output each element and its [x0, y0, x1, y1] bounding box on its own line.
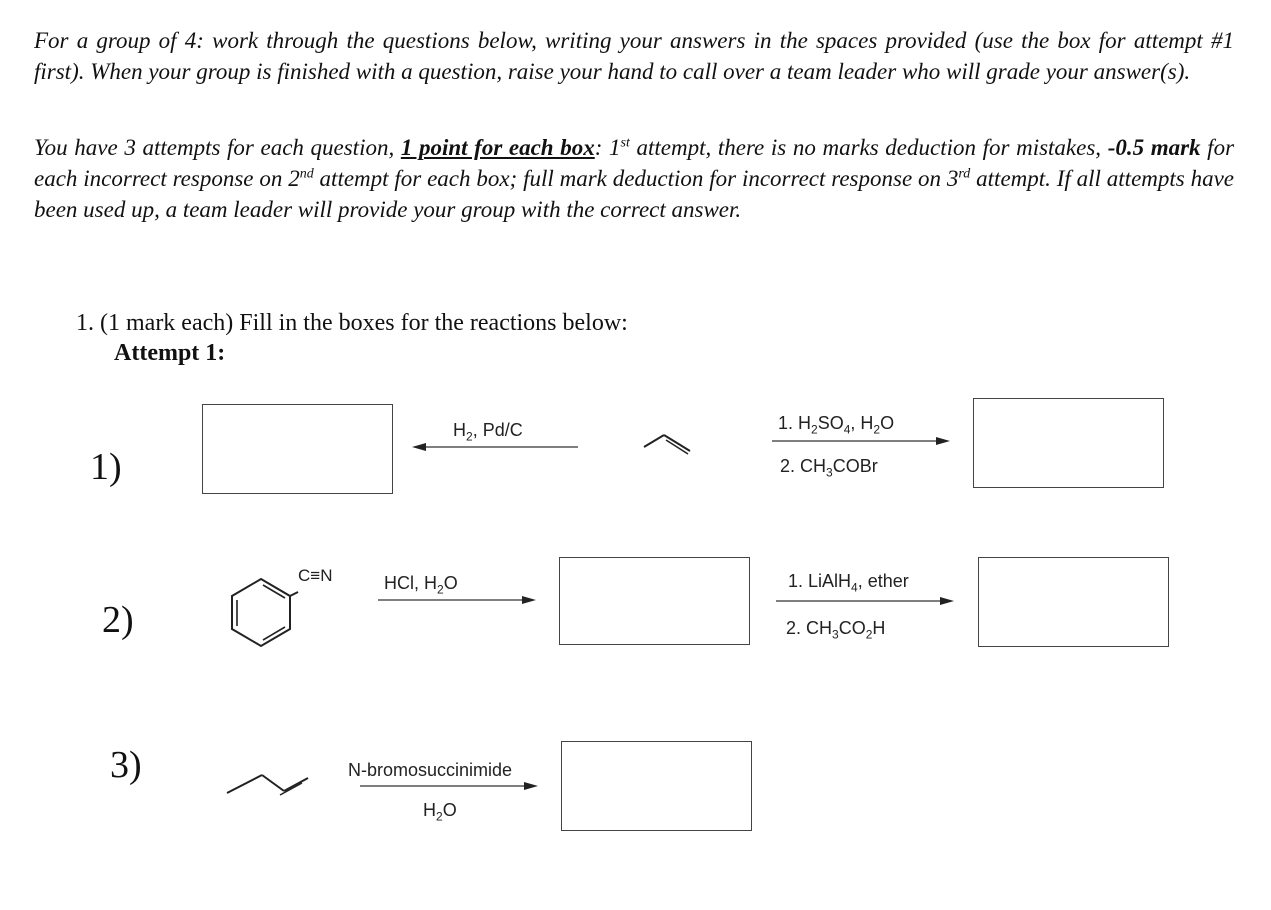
reaction-3-answer-box[interactable]	[561, 741, 752, 831]
instructions-text-2h: attempt. If all attempts have been used up, a team leader will provide your group with the correct answer.	[34, 166, 1234, 222]
propene-molecule-1	[640, 420, 700, 460]
reaction-2-answer-box-right[interactable]	[978, 557, 1169, 647]
point-per-box-text: 1 point for each box	[400, 135, 595, 160]
reaction-1-right-arrow	[770, 434, 952, 448]
reaction-2-number: 2)	[102, 599, 134, 641]
instructions-paragraph-1	[34, 25, 1234, 87]
nitrile-group-label: C≡N	[298, 566, 333, 585]
reaction-1-right-step-1: 1. $H_2SO_4$, $H_2O$	[778, 413, 895, 437]
ordinal-sup-1: st	[620, 135, 630, 151]
reaction-2-answer-box-middle[interactable]	[559, 557, 750, 645]
reaction-3-arrow	[358, 779, 540, 793]
instructions-text-1: For a group of 4: work through the questions below, writing your answers in the spaces provided (use the box for attempt #1 first). When your group is finished with a question, raise your hand to call over a team leader who will grade your answer(s).	[34, 28, 1234, 84]
propene-molecule-2	[222, 765, 312, 805]
reaction-1-number: 1)	[90, 446, 122, 488]
instructions-text-2a: You have 3 attempts for each question,	[34, 135, 401, 160]
ordinal-sup-2: nd	[299, 166, 314, 182]
instructions-text-2f: for each incorrect response on 2	[34, 135, 1235, 191]
reaction-2-arrow-1	[376, 593, 538, 607]
deduction-text: -0.5 mark	[1107, 135, 1201, 160]
reaction-1-answer-box-right[interactable]	[973, 398, 1164, 488]
instructions-paragraph-2	[34, 132, 1234, 225]
reaction-3-number: 3)	[110, 744, 142, 786]
reaction-2-step-2: 2. $CH_3CO_2H$	[786, 618, 886, 642]
reaction-1-answer-box-left[interactable]	[202, 404, 393, 494]
question-1-heading: 1. (1 mark each) Fill in the boxes for the reactions below:	[76, 310, 628, 336]
reaction-1-right-step-2: 2. $CH_3COBr$	[780, 456, 878, 480]
reaction-2-reagent-1: HCl, $H_2O$	[384, 573, 458, 597]
benzonitrile-molecule	[215, 560, 355, 650]
reaction-2-arrow-2	[774, 594, 956, 608]
instructions-text-2g: attempt for each box; full mark deduction for incorrect response on 3	[313, 166, 959, 191]
attempt-label: Attempt 1:	[114, 340, 226, 366]
reaction-1-left-reagent: $H_2$, Pd/C	[453, 420, 523, 444]
ordinal-sup-3: rd	[958, 166, 971, 182]
reaction-2-step-1: 1. LiAlH$_4$, ether	[788, 571, 909, 595]
reaction-3-reagent-bottom: $H_2O$	[423, 800, 457, 824]
instructions-text-2c: : 1	[594, 135, 621, 160]
reaction-1-left-arrow	[410, 440, 580, 454]
instructions-text-2d: attempt, there is no marks deduction for mistakes,	[629, 135, 1108, 160]
reaction-3-reagent-top: N-bromosuccinimide	[348, 760, 513, 780]
